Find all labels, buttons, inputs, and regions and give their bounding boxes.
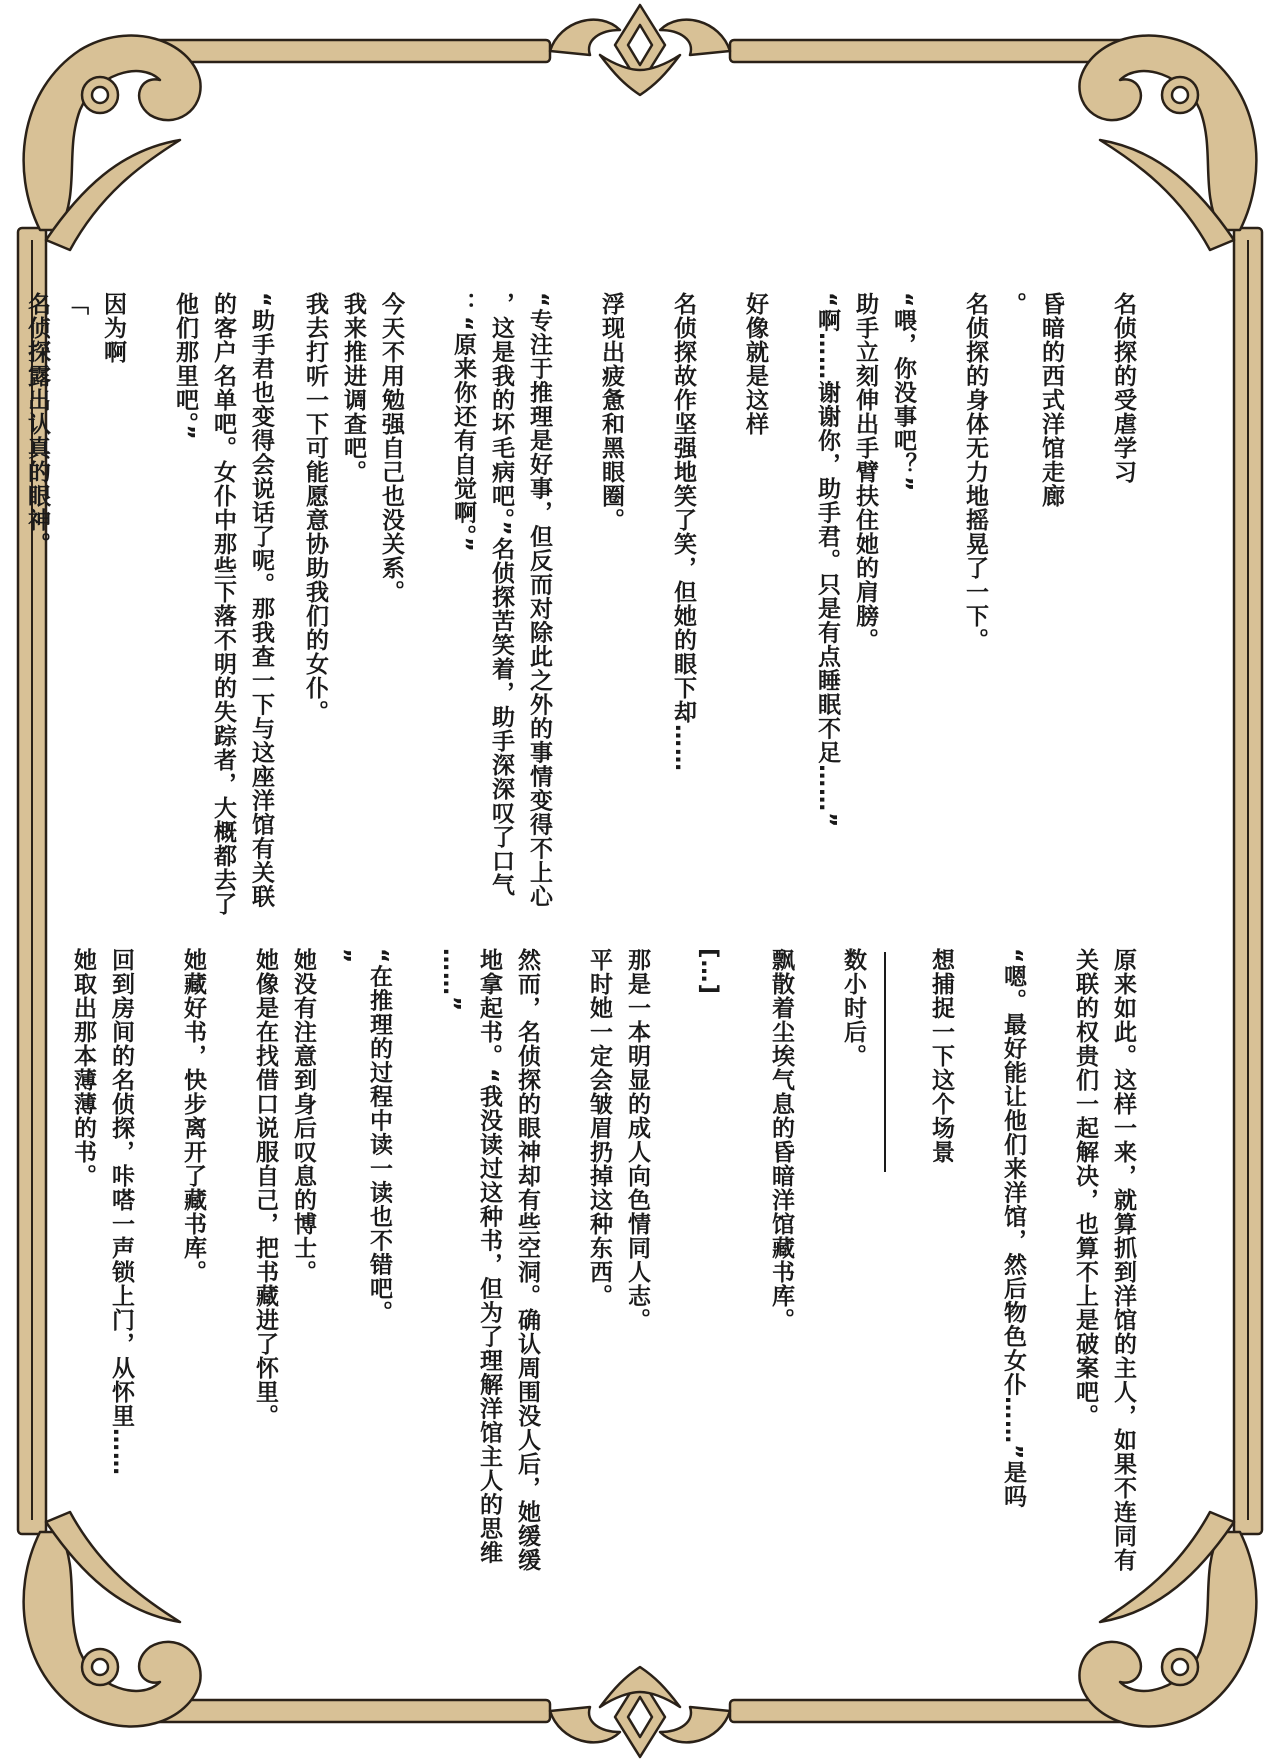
text-column: ，这是我的坏毛病吧。”名侦探苦笑着，助手深深叹了口气 [488, 292, 514, 897]
text-column: 名侦探的身体无力地摇晃了一下。 [962, 292, 988, 652]
text-column: 然而，名侦探的眼神却有些空洞。确认周围没人后，她缓缓 [514, 948, 540, 1572]
text-column: 飘散着尘埃气息的昏暗洋馆藏书库。 [768, 948, 794, 1332]
text-column: “喂，你没事吧？” [890, 292, 916, 493]
text-column: “助手君也变得会说话了呢。那我查一下与这座洋馆有关联 [248, 292, 274, 909]
text-column: 他们那里吧。” [172, 292, 198, 441]
text-column: […] [696, 948, 722, 996]
bottom-text-block [66, 948, 1140, 1572]
text-column: 她取出那本薄薄的书。 [70, 948, 96, 1188]
divider-rule [884, 952, 886, 1172]
text-column: “在推理的过程中读一读也不错吧。 [366, 948, 392, 1325]
text-column: 数小时后。 [840, 948, 866, 1068]
text-column: 因为啊 [100, 292, 126, 364]
text-column: 平时她一定会皱眉扔掉这种东西。 [586, 948, 612, 1308]
text-column: ” [328, 948, 354, 965]
text-column: 回到房间的名侦探，咔嗒一声锁上门，从怀里…… [108, 948, 134, 1476]
text-column: 那是一本明显的成人向色情同人志。 [624, 948, 650, 1332]
text-column: 想捕捉一下这个场景 [928, 948, 954, 1164]
scene-divider [884, 948, 886, 1176]
text-column: 好像就是这样 [742, 292, 768, 436]
text-column: 原来如此。这样一来，就算抓到洋馆的主人，如果不连同有 [1110, 948, 1136, 1572]
text-column: 她没有注意到身后叹息的博士。 [290, 948, 316, 1284]
text-column: 今天不用勉强自己也没关系。 [378, 292, 404, 604]
text-column: 我来推进调查吧。 [340, 292, 366, 484]
text-column: 她藏好书，快步离开了藏书库。 [180, 948, 206, 1284]
text-column: 。 [1000, 292, 1026, 316]
top-text-block [0, 292, 1140, 932]
text-column: ：“原来你还有自觉啊。” [450, 292, 476, 553]
text-column: 昏暗的西式洋馆走廊 [1038, 292, 1064, 508]
page-title: 名侦探的受虐学习 [1110, 292, 1136, 484]
text-column: 名侦探故作坚强地笑了笑，但她的眼下却…… [670, 292, 696, 772]
text-column: 名侦探露出认真的眼神。 [24, 292, 50, 556]
text-column: 助手立刻伸出手臂扶住她的肩膀。 [852, 292, 878, 652]
text-column: 关联的权贵们一起解决，也算不上是破案吧。 [1072, 948, 1098, 1428]
text-column: “专注于推理是好事，但反而对除此之外的事情变得不上心 [526, 292, 552, 909]
text-column: 的客户名单吧。女仆中那些下落不明的失踪者，大概都去了 [210, 292, 236, 916]
text-column: ……” [438, 948, 464, 1013]
text-column: 她像是在找借口说服自己，把书藏进了怀里。 [252, 948, 278, 1428]
text-column: 「 [62, 292, 88, 316]
text-column: “啊……谢谢你，助手君。只是有点睡眠不足……” [814, 292, 840, 829]
text-column: 地拿起书。“我没读过这种书，但为了理解洋馆主人的思维 [476, 948, 502, 1565]
text-column: “嗯。最好能让他们来洋馆，然后物色女仆……”是吗 [1000, 948, 1026, 1509]
text-column: 浮现出疲惫和黑眼圈。 [598, 292, 624, 532]
text-column: 我去打听一下可能愿意协助我们的女仆。 [302, 292, 328, 724]
